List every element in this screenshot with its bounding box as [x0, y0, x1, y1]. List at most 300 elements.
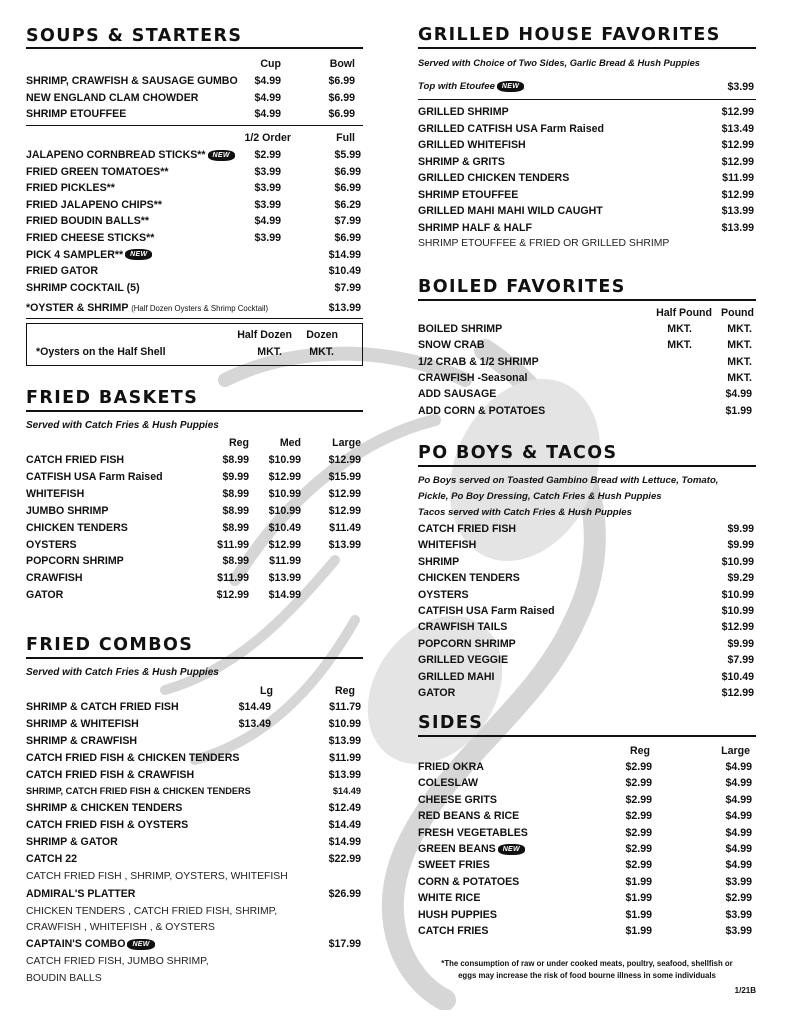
item-name-text: CATCH FRIED FISH	[26, 454, 125, 466]
item-description: CATCH FRIED FISH , SHRIMP, OYSTERS, WHITEFISH	[26, 871, 288, 882]
menu-item	[418, 810, 756, 825]
item-price: $15.99	[328, 470, 361, 483]
item-name-text: CATFISH USA Farm Raised	[26, 470, 163, 483]
item-price: $13.99	[721, 205, 754, 217]
boiled-title: BOILED FAVORITES	[418, 277, 626, 297]
item-name-text: FRIED JALAPENO CHIPS**	[26, 198, 162, 211]
item-price: $2.99	[625, 761, 652, 773]
item-name	[26, 752, 239, 764]
item-name	[418, 172, 569, 184]
item-price: $14.99	[328, 836, 361, 849]
item-price: $12.99	[721, 188, 754, 201]
item-name	[26, 555, 124, 567]
item-price: $12.99	[268, 538, 301, 551]
col-header-med: Med	[279, 437, 301, 449]
item-price: $11.49	[329, 521, 361, 534]
item-name	[26, 149, 235, 161]
fried-combos-title: FRIED COMBOS	[26, 635, 194, 655]
item-description: CRAWFISH , WHITEFISH , & OYSTERS	[26, 922, 215, 933]
item-name	[26, 108, 126, 120]
menu-item	[26, 149, 363, 164]
item-price: $14.99	[268, 589, 301, 602]
item-name	[418, 572, 520, 584]
item-name-text: GATOR	[418, 687, 456, 699]
item-price: $1.99	[625, 925, 652, 937]
divider	[418, 47, 756, 49]
menu-item	[418, 205, 756, 220]
col-header-half-pound: Half Pound	[656, 307, 712, 319]
item-price: $11.99	[329, 751, 361, 764]
item-price: $13.49	[721, 122, 754, 135]
item-description: CHICKEN TENDERS , CATCH FRIED FISH, SHRIMP,	[26, 906, 278, 917]
item-price: $3.99	[727, 81, 754, 93]
item-name	[418, 859, 490, 871]
menu-item	[26, 819, 363, 834]
item-price: $11.99	[722, 172, 754, 184]
item-description: SHRIMP ETOUFFEE & FRIED OR GRILLED SHRIMP	[418, 238, 670, 249]
item-name-text: SNOW CRAB	[418, 339, 485, 352]
item-price: MKT.	[667, 339, 692, 352]
item-name	[26, 75, 238, 87]
item-name	[26, 718, 139, 730]
col-header-full: Full	[336, 132, 355, 144]
item-price: $1.99	[625, 892, 652, 905]
item-name	[418, 205, 603, 217]
item-name-text: SHRIMP ETOUFFEE	[26, 108, 127, 120]
item-price: $13.49	[238, 717, 271, 730]
item-price: $12.99	[328, 487, 361, 500]
item-price: $10.49	[268, 521, 301, 534]
item-price: $8.99	[222, 454, 249, 466]
item-name-text: CORN & POTATOES	[418, 875, 520, 888]
menu-item	[418, 777, 756, 792]
menu-item	[26, 701, 363, 716]
item-price: $10.99	[268, 487, 301, 500]
item-name: ADMIRAL'S PLATTER	[26, 888, 136, 900]
item-name	[26, 182, 115, 194]
menu-item	[418, 687, 756, 702]
menu-item	[26, 488, 363, 503]
item-name-text: FRIED PICKLES**	[26, 182, 115, 195]
menu-item	[26, 735, 363, 750]
menu-item	[418, 356, 756, 371]
menu-item	[26, 215, 363, 230]
item-name	[26, 853, 77, 865]
grilled-subtitle: Served with Choice of Two Sides, Garlic Bread & Hush Puppies	[418, 57, 701, 68]
item-name	[418, 123, 604, 135]
item-price: $12.49	[328, 802, 361, 815]
item-name	[26, 199, 162, 211]
item-name	[26, 572, 83, 584]
food-safety-note: eggs may increase the risk of food bourne illness in some individuals	[458, 971, 716, 980]
item-price: $10.99	[268, 504, 301, 517]
item-name-text: SHRIMP COCKTAIL (5)	[26, 281, 140, 294]
item-name-text: SHRIMP, CATCH FRIED FISH & CHICKEN TENDERS	[26, 785, 251, 796]
item-name	[418, 761, 484, 773]
item-name-text: SHRIMP & CHICKEN TENDERS	[26, 802, 183, 815]
soups-title: SOUPS & STARTERS	[26, 26, 243, 46]
item-price: $7.99	[334, 281, 361, 294]
divider	[418, 465, 756, 467]
item-name-text: ADD SAUSAGE	[418, 388, 497, 401]
menu-item	[418, 123, 756, 138]
menu-item	[418, 388, 756, 403]
item-name	[418, 388, 496, 400]
item-price: MKT.	[727, 339, 752, 352]
item-price: $4.99	[254, 91, 281, 104]
item-name	[26, 249, 152, 261]
item-price: $13.99	[721, 221, 754, 234]
item-price-half-dozen: MKT.	[257, 346, 282, 358]
menu-item	[26, 182, 363, 197]
menu-item	[418, 638, 756, 653]
sides-title: SIDES	[418, 713, 484, 733]
item-name	[418, 671, 495, 683]
divider	[26, 657, 363, 659]
item-price: $8.99	[222, 504, 249, 517]
menu-item	[26, 786, 363, 801]
menu-item	[418, 794, 756, 809]
item-price: $6.99	[334, 182, 361, 195]
col-header-reg: Reg	[629, 745, 650, 757]
item-price: $4.99	[725, 777, 752, 790]
menu-item	[26, 232, 363, 247]
item-name	[418, 222, 532, 234]
col-header-lg: Lg	[260, 685, 273, 697]
item-price: $2.99	[625, 859, 652, 872]
item-price: $10.99	[328, 717, 361, 730]
item-price: $11.99	[217, 538, 249, 551]
menu-item	[418, 106, 756, 121]
menu-item	[418, 539, 756, 554]
menu-item	[418, 654, 756, 669]
item-price: $13.99	[328, 538, 361, 551]
item-name-text: CRAWFISH -Seasonal	[418, 371, 528, 384]
item-name-text: WHITEFISH	[418, 539, 477, 552]
menu-item	[26, 249, 363, 264]
item-name	[418, 638, 516, 650]
item-name	[26, 819, 188, 831]
item-price: $3.99	[254, 182, 281, 195]
item-price: $3.99	[254, 232, 281, 244]
item-price: MKT.	[727, 371, 752, 384]
item-price: $12.99	[721, 106, 754, 118]
item-name	[418, 139, 526, 151]
item-name-text: OYSTERS	[26, 538, 77, 551]
item-name	[26, 769, 194, 781]
item-price: $8.99	[222, 555, 249, 568]
item-price: $14.49	[332, 785, 361, 796]
menu-item	[26, 108, 363, 123]
item-name	[418, 323, 502, 335]
menu-item	[26, 166, 363, 181]
item-price: $12.99	[216, 589, 249, 602]
item-name-text: GRILLED SHRIMP	[418, 106, 509, 118]
item-name	[418, 810, 519, 822]
item-name	[418, 794, 497, 806]
menu-item	[418, 405, 756, 420]
oyster-box	[26, 323, 363, 366]
item-price: MKT.	[727, 355, 752, 368]
item-name-text: CHICKEN TENDERS	[26, 521, 128, 534]
item-name-text: CATCH 22	[26, 853, 78, 866]
item-price: $10.99	[721, 555, 754, 568]
menu-item	[418, 156, 756, 171]
item-name	[418, 539, 476, 551]
item-price: $12.99	[721, 621, 754, 634]
item-description: CATCH FRIED FISH, JUMBO SHRIMP,	[26, 956, 209, 967]
item-name-text: FRIED GATOR	[26, 265, 98, 278]
item-price: $4.99	[725, 388, 752, 401]
item-name-text: GRILLED MAHI MAHI WILD CAUGHT	[418, 205, 603, 217]
menu-item	[26, 75, 363, 90]
food-safety-note: *The consumption of raw or under cooked meats, poultry, seafood, shellfish or	[441, 959, 733, 968]
item-price: $12.99	[268, 470, 301, 483]
item-name	[26, 589, 63, 601]
col-header-pound: Pound	[721, 307, 754, 319]
menu-item	[26, 769, 363, 784]
menu-item	[26, 938, 363, 953]
item-name-text: FRIED GREEN TOMATOES**	[26, 165, 169, 178]
item-price: $4.99	[254, 215, 281, 228]
item-name-text: RED BEANS & RICE	[418, 810, 520, 823]
menu-item	[418, 621, 756, 636]
item-price: $3.99	[725, 908, 752, 921]
grilled-title: GRILLED HOUSE FAVORITES	[418, 25, 721, 45]
item-price: $9.29	[727, 572, 754, 585]
item-name-text: SHRIMP & GRITS	[418, 155, 505, 168]
divider	[26, 318, 363, 319]
item-name-text: NEW ENGLAND CLAM CHOWDER	[26, 91, 199, 104]
menu-item	[26, 282, 363, 297]
item-name-text: CATCH FRIED FISH & CHICKEN TENDERS	[26, 751, 240, 764]
item-price: $7.99	[727, 654, 754, 667]
item-price: $13.99	[328, 734, 361, 747]
item-price: $10.49	[721, 670, 754, 683]
item-price: $6.99	[334, 232, 361, 244]
item-name-text: SWEET FRIES	[418, 859, 490, 872]
item-name-text: CRAWFISH TAILS	[418, 621, 508, 634]
item-price: $4.99	[725, 859, 752, 872]
menu-item	[26, 471, 363, 486]
col-header-large: Large	[332, 437, 361, 449]
item-name	[418, 892, 480, 904]
item-name: Top with Etoufee	[418, 81, 495, 93]
item-name	[26, 232, 154, 244]
item-name-text: CHICKEN TENDERS	[418, 572, 520, 585]
item-price: $9.99	[727, 539, 754, 552]
item-name-text: WHITEFISH	[26, 487, 85, 500]
item-price: $17.99	[328, 938, 361, 950]
menu-item	[418, 523, 756, 538]
item-price: $2.99	[625, 810, 652, 823]
item-price: $2.99	[625, 843, 652, 855]
item-price: $11.99	[217, 572, 249, 585]
menu-item	[418, 339, 756, 354]
item-price: $4.99	[725, 761, 752, 773]
menu-item	[26, 522, 363, 537]
item-name-text: SHRIMP HALF & HALF	[418, 221, 532, 234]
item-name	[26, 539, 77, 551]
menu-item	[26, 265, 363, 280]
item-price: $11.79	[329, 701, 361, 713]
item-price: $3.99	[254, 198, 281, 211]
item-name: *Oysters on the Half Shell	[36, 346, 166, 358]
fried-baskets-title: FRIED BASKETS	[26, 388, 199, 408]
item-price: $8.99	[222, 487, 249, 500]
menu-item	[418, 876, 756, 891]
item-name-text: GREEN BEANS	[418, 843, 496, 855]
item-price: $4.99	[725, 810, 752, 823]
item-name	[26, 454, 124, 466]
poboys-subtitle: Po Boys served on Toasted Gambino Bread with Lettuce, Tomato,	[418, 475, 719, 486]
item-name-text: GRILLED MAHI	[418, 670, 495, 683]
item-name	[26, 282, 140, 294]
new-badge: NEW	[208, 150, 235, 161]
item-price: $12.99	[328, 454, 361, 466]
menu-item	[26, 92, 363, 107]
divider	[418, 735, 756, 737]
item-price: $9.99	[727, 637, 754, 650]
item-name-text: FRESH VEGETABLES	[418, 826, 528, 839]
item-price: $1.99	[625, 875, 652, 888]
item-name	[26, 265, 98, 277]
item-name	[418, 189, 518, 201]
item-name	[26, 786, 251, 796]
item-name-text: SHRIMP & CRAWFISH	[26, 734, 138, 747]
item-name	[26, 701, 179, 713]
item-name-text: CATCH FRIED FISH & CRAWFISH	[26, 768, 195, 781]
item-name-text: CHEESE GRITS	[418, 793, 497, 806]
divider	[26, 125, 363, 126]
menu-item	[36, 346, 362, 361]
item-name-text: COLESLAW	[418, 777, 479, 790]
item-price: $4.99	[725, 793, 752, 806]
item-price: $3.99	[725, 925, 752, 937]
col-header-reg: Reg	[334, 685, 355, 697]
menu-item	[26, 836, 363, 851]
menu-item	[26, 752, 363, 767]
menu-item	[418, 189, 756, 204]
item-name-text: CATCH FRIES	[418, 925, 489, 937]
item-name	[418, 556, 459, 568]
divider	[26, 410, 363, 412]
item-price: $3.99	[254, 165, 281, 178]
col-header-half-dozen: Half Dozen	[237, 329, 292, 341]
item-name	[418, 156, 505, 168]
divider	[418, 299, 756, 301]
item-name	[418, 687, 455, 699]
menu-item	[418, 222, 756, 237]
item-price: $4.99	[254, 75, 281, 87]
col-header-dozen: Dozen	[306, 329, 338, 341]
item-price: $22.99	[328, 853, 361, 866]
new-badge: NEW	[125, 249, 152, 260]
item-name-text: GRILLED VEGGIE	[418, 654, 509, 667]
item-name	[418, 106, 509, 118]
menu-version-code: 1/21B	[734, 986, 756, 995]
item-name: CAPTAIN'S COMBO	[26, 938, 126, 950]
item-price: $13.99	[268, 572, 301, 585]
new-badge: NEW	[498, 844, 525, 855]
item-name-text: CATCH FRIED FISH	[418, 523, 517, 535]
col-header-large: Large	[721, 745, 750, 757]
item-price: $26.99	[328, 888, 361, 900]
col-header-reg: Reg	[228, 437, 249, 449]
item-price: $2.99	[254, 149, 281, 161]
menu-item	[26, 853, 363, 868]
item-name	[418, 621, 507, 633]
item-price: $12.99	[721, 155, 754, 168]
item-price: $2.99	[725, 892, 752, 905]
fried-combos-subtitle: Served with Catch Fries & Hush Puppies	[26, 667, 219, 678]
col-header-half: 1/2 Order	[244, 132, 291, 144]
item-name	[418, 909, 497, 921]
menu-item	[26, 718, 363, 733]
item-price: $12.99	[721, 687, 754, 699]
item-price: $6.99	[328, 75, 355, 87]
item-price: $5.99	[334, 149, 361, 161]
item-name-text: GRILLED CATFISH USA Farm Raised	[418, 122, 605, 135]
item-name	[418, 777, 478, 789]
item-name-text: CRAWFISH	[26, 572, 83, 585]
item-price: $9.99	[222, 470, 249, 483]
item-price: $14.99	[328, 248, 361, 261]
item-name-text: ADD CORN & POTATOES	[418, 404, 546, 417]
item-name-text: FRIED CHEESE STICKS**	[26, 232, 155, 244]
item-description: BOUDIN BALLS	[26, 973, 102, 984]
menu-item	[26, 802, 363, 817]
item-name	[26, 505, 108, 517]
menu-item	[418, 372, 756, 387]
item-name-text: FRIED OKRA	[418, 761, 484, 773]
item-price: $12.99	[721, 139, 754, 151]
item-name	[418, 925, 488, 937]
item-name-text: CATCH FRIED FISH & OYSTERS	[26, 819, 189, 832]
menu-item	[418, 172, 756, 187]
menu-item	[418, 81, 756, 96]
item-name	[26, 92, 198, 104]
menu-item	[26, 199, 363, 214]
item-name-text: OYSTERS	[418, 588, 469, 601]
item-price: $2.99	[625, 777, 652, 790]
item-name-text: SHRIMP, CRAWFISH & SAUSAGE GUMBO	[26, 75, 238, 87]
item-price: $6.99	[334, 165, 361, 178]
menu-item	[26, 589, 363, 604]
item-price: $2.99	[625, 793, 652, 806]
menu-item	[418, 605, 756, 620]
item-price: $11.99	[269, 555, 301, 568]
item-price: $4.99	[725, 826, 752, 839]
item-name-text: SHRIMP ETOUFFEE	[418, 188, 519, 201]
item-price: $12.99	[328, 504, 361, 517]
item-name-text: 1/2 CRAB & 1/2 SHRIMP	[418, 355, 539, 368]
fried-baskets-subtitle: Served with Catch Fries & Hush Puppies	[26, 420, 219, 431]
menu-item	[26, 454, 363, 469]
tacos-subtitle: Tacos served with Catch Fries & Hush Puppies	[418, 507, 632, 518]
menu-item	[26, 539, 363, 554]
menu-item	[418, 589, 756, 604]
item-price: $10.99	[721, 605, 754, 617]
new-badge: NEW	[497, 81, 524, 92]
item-price: MKT.	[727, 323, 752, 335]
item-price: $14.49	[328, 819, 361, 832]
item-name	[418, 654, 508, 666]
new-badge: NEW	[127, 939, 154, 950]
item-name-text: GATOR	[26, 589, 64, 602]
menu-item	[418, 859, 756, 874]
item-price: $7.99	[334, 215, 361, 228]
